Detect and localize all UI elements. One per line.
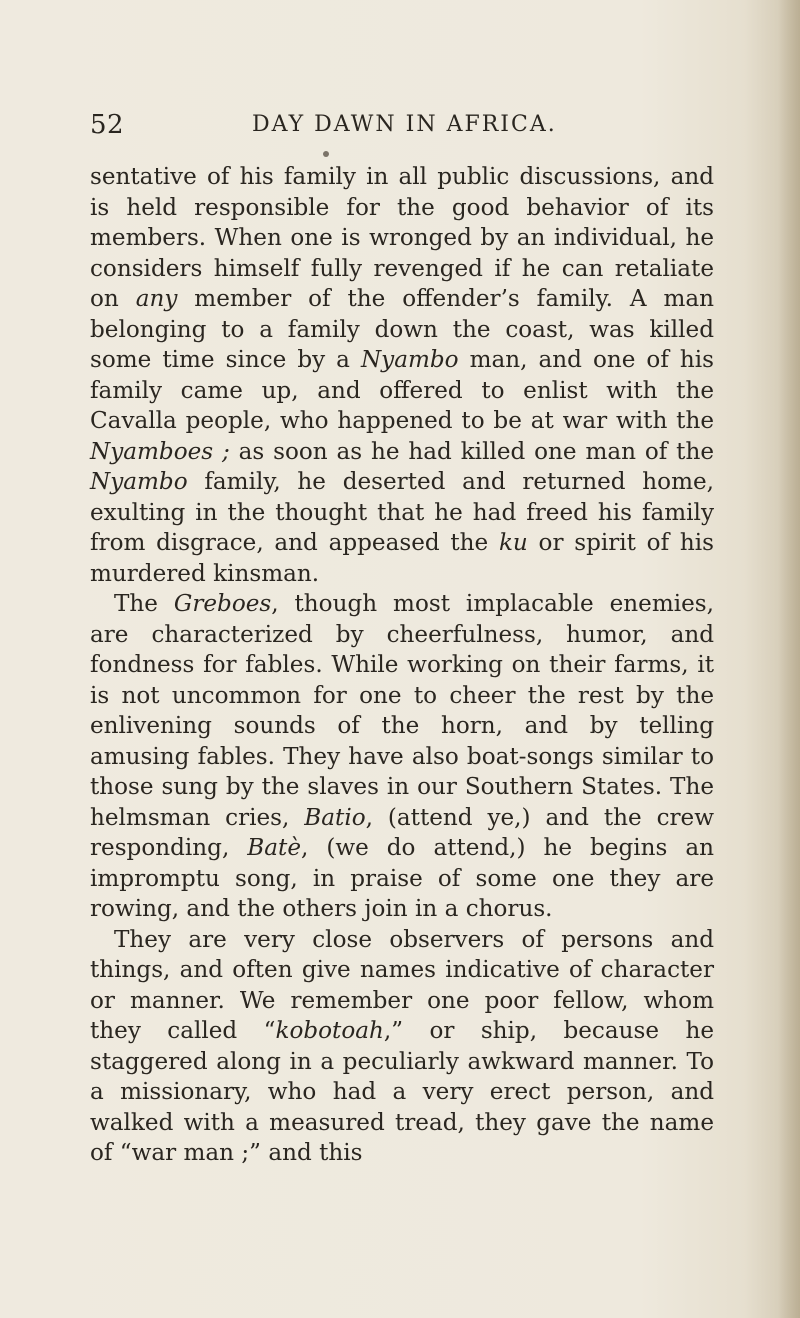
italic-text-run: kobotoah	[275, 1018, 384, 1044]
text-run: member of the offender’s family. A man belonging to a family down the coast, was killed some time since by a	[90, 286, 714, 373]
page-header	[90, 110, 714, 150]
paragraph	[90, 589, 714, 925]
body-text	[90, 162, 714, 1169]
page-number: 52	[90, 110, 125, 140]
italic-text-run: Greboes	[173, 591, 272, 617]
text-run: as soon as he had killed one man of the	[229, 438, 714, 465]
running-title: DAY DAWN IN AFRICA.	[252, 112, 557, 137]
printer-dot-ornament	[323, 151, 329, 157]
italic-text-run: Nyambo	[90, 469, 188, 495]
italic-text-run: ku	[498, 530, 528, 556]
paragraph	[90, 162, 714, 589]
text-run: , though most implacable enemies, are characterized by cheerfulness, humor, and fondness for fables. While working on their farms, it is not uncommon for one to cheer the rest by the enlivening sounds of the horn, and by telling amusing fables. They have also boat-songs similar to those sung by the slaves in our Southern States. The helmsman cries,	[90, 591, 714, 831]
page-edge-shadow	[778, 0, 800, 1318]
text-run: ,” or ship, because he staggered along in a peculiarly awkward manner. To a missionary, who had a very erect person, and walked with a measured tread, they gave the name of “war man ;” and this	[90, 1018, 714, 1166]
italic-text-run: Batè	[247, 835, 301, 861]
italic-text-run: any	[135, 286, 178, 312]
text-run: They are very close observers of persons and things, and often give names indicative of character or manner. We remember one poor fellow, whom they called “	[90, 926, 714, 1044]
text-run: The	[114, 591, 174, 617]
text-run: sentative of his family in all public discussions, and is held responsible for the good behavior of its members. When one is wronged by an individual, he considers himself fully revenged if he can retaliate on	[90, 164, 714, 312]
italic-text-run: Nyamboes ;	[90, 438, 230, 465]
italic-text-run: Batio	[304, 804, 366, 831]
text-run: or spirit of his murdered kinsman.	[90, 530, 714, 587]
text-run: , (we do attend,) he begins an impromptu song, in praise of some one they are rowing, and the others join in a chorus.	[90, 835, 714, 922]
text-run: family, he deserted and returned home, exulting in the thought that he had freed his family from disgrace, and appeased the	[90, 469, 714, 556]
paragraph	[90, 925, 714, 1169]
italic-text-run: Nyambo	[360, 347, 459, 373]
text-run: man, and one of his family came up, and offered to enlist with the Cavalla people, who happened to be at war with the	[90, 347, 714, 434]
text-run: , (attend ye,) and the crew responding,	[90, 804, 714, 861]
